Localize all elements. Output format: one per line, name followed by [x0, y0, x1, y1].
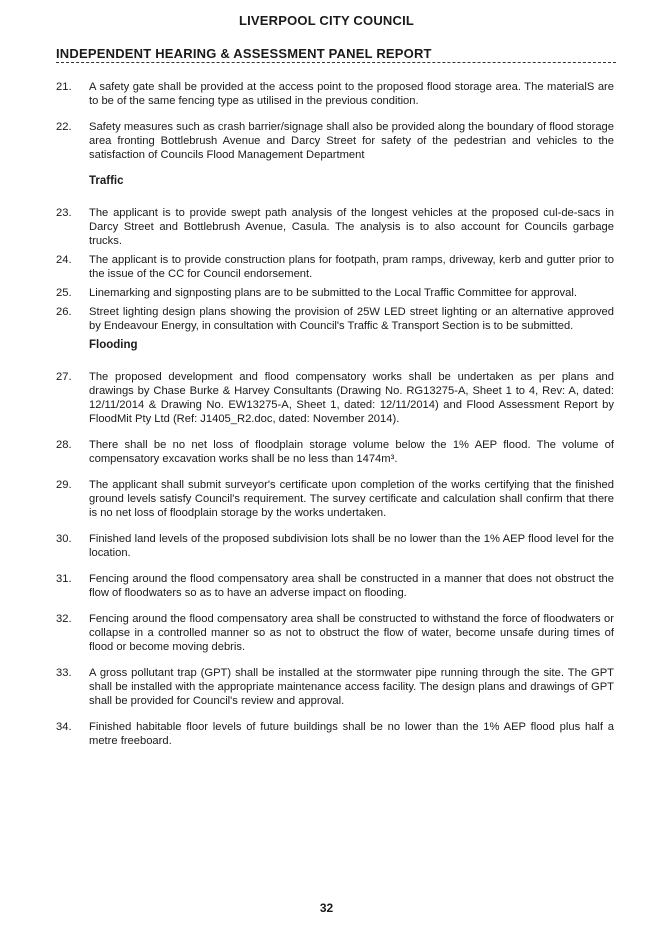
condition-item — [56, 253, 614, 281]
condition-number: 30. — [56, 533, 72, 545]
condition-text: Finished habitable floor levels of future buildings shall be no lower than the 1% AEP flood plus half a metre freeboard. — [89, 721, 614, 747]
condition-number: 23. — [56, 207, 72, 219]
condition-text: Finished land levels of the proposed subdivision lots shall be no lower than the 1% AEP flood level for the location. — [89, 533, 614, 559]
condition-text: The applicant is to provide swept path analysis of the longest vehicles at the proposed cul-de-sacs in Darcy Street and Bottlebrush Avenue, Casula. The analysis is to also account for Councils garbage trucks. — [89, 207, 614, 247]
condition-number: 24. — [56, 254, 72, 266]
condition-text: A gross pollutant trap (GPT) shall be installed at the stormwater pipe running through the site. The GPT shall be installed with the appropriate maintenance access facility. The design plans and drawings of GPT shall be provided for Council's review and approval. — [89, 667, 614, 707]
section-heading-flooding: Flooding — [89, 339, 138, 351]
condition-item — [56, 370, 614, 426]
header-divider — [56, 62, 616, 63]
condition-number: 26. — [56, 306, 72, 318]
condition-text: The applicant is to provide construction plans for footpath, pram ramps, driveway, kerb and gutter prior to the issue of the CC for Council endorsement. — [89, 254, 614, 280]
condition-number: 31. — [56, 573, 72, 585]
condition-item — [56, 666, 614, 708]
condition-text: Fencing around the flood compensatory area shall be constructed in a manner that does not obstruct the flow of floodwaters so as to have an adverse impact on flooding. — [89, 573, 614, 599]
condition-item — [56, 80, 614, 108]
condition-item — [56, 286, 614, 300]
condition-text: A safety gate shall be provided at the access point to the proposed flood storage area. The materialS are to be of the same fencing type as utilised in the previous condition. — [89, 81, 614, 107]
condition-item — [56, 572, 614, 600]
condition-item — [56, 120, 614, 162]
council-name: LIVERPOOL CITY COUNCIL — [238, 13, 415, 28]
page-number: 32 — [319, 901, 334, 915]
report-title: INDEPENDENT HEARING & ASSESSMENT PANEL REPORT — [56, 46, 432, 61]
condition-number: 29. — [56, 479, 72, 491]
condition-number: 33. — [56, 667, 72, 679]
condition-text: Street lighting design plans showing the provision of 25W LED street lighting or an alternative approved by Endeavour Energy, in consultation with Council's Traffic & Transport Section is to be submitted. — [89, 306, 614, 332]
condition-item — [56, 478, 614, 520]
condition-number: 21. — [56, 81, 72, 93]
condition-item — [56, 532, 614, 560]
condition-item — [56, 612, 614, 654]
condition-item — [56, 206, 614, 248]
condition-text: Fencing around the flood compensatory area shall be constructed to withstand the force of floodwaters or collapse in a controlled manner so as not to obstruct the flow of water, become unsafe during times of flood or become moving debris. — [89, 613, 614, 653]
condition-number: 28. — [56, 439, 72, 451]
condition-number: 27. — [56, 371, 72, 383]
condition-item — [56, 438, 614, 466]
conditions-list — [56, 80, 614, 748]
condition-number: 34. — [56, 721, 72, 733]
section-heading-traffic: Traffic — [89, 175, 124, 187]
condition-text: The proposed development and flood compensatory works shall be undertaken as per plans and drawings by Chase Burke & Harvey Consultants (Drawing No. RG13275-A, Sheet 1 to 4, Rev: A, dated: 12/11/2014 & Drawing No. EW13275-A, Sheet 1, dated: 12/11/2014) and Flood Assessment Report by FloodMit Pty Ltd (Ref: J1405_R2.doc, dated: November 2014). — [89, 371, 614, 425]
condition-item — [56, 305, 614, 333]
condition-text: Linemarking and signposting plans are to be submitted to the Local Traffic Committee for approval. — [89, 287, 577, 299]
condition-text: There shall be no net loss of floodplain storage volume below the 1% AEP flood. The volume of compensatory excavation works shall be no less than 1474m³. — [89, 439, 614, 465]
condition-text: The applicant shall submit surveyor's certificate upon completion of the works certifying that the finished ground levels satisfy Council's requirement. The survey certificate and calculation shall confirm that there is no net loss of floodplain storage by the works undertaken. — [89, 479, 614, 519]
condition-item — [56, 720, 614, 748]
condition-number: 32. — [56, 613, 72, 625]
condition-number: 25. — [56, 287, 72, 299]
condition-text: Safety measures such as crash barrier/signage shall also be provided along the boundary of flood storage area fronting Bottlebrush Avenue and Darcy Street for safety of the pedestrian and vehicles to the satisfaction of Councils Flood Management Department — [89, 121, 614, 161]
condition-number: 22. — [56, 121, 72, 133]
